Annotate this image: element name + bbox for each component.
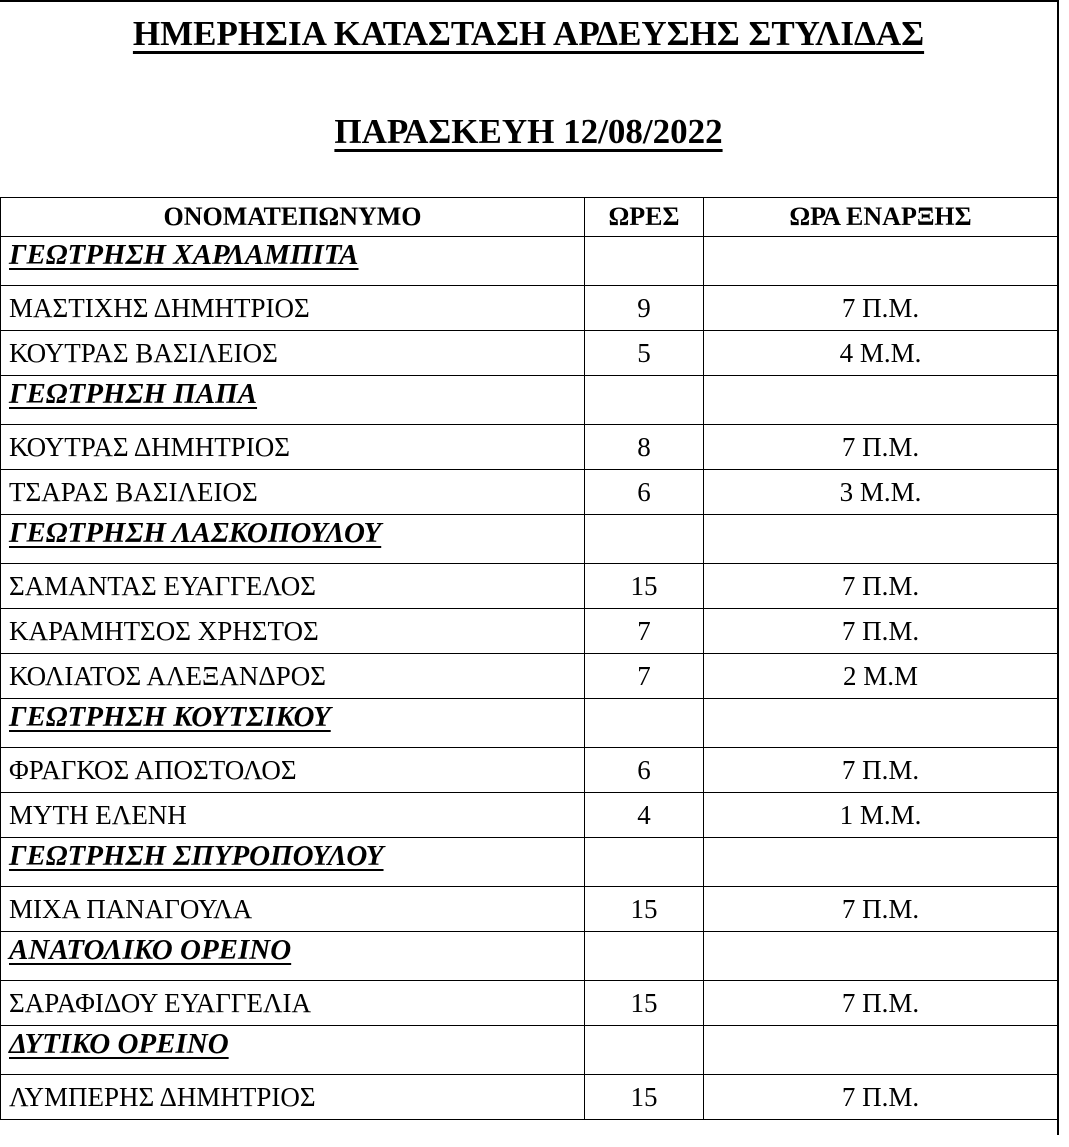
section-title: ΓΕΩΤΡΗΣΗ ΧΑΡΛΑΜΠΙΤΑ (1, 237, 585, 286)
table-row (1, 425, 1058, 470)
start-time-value: 7 Π.Μ. (704, 887, 1058, 932)
person-name: ΚΑΡΑΜΗΤΣΟΣ ΧΡΗΣΤΟΣ (1, 609, 585, 654)
start-time-value: 7 Π.Μ. (704, 1075, 1058, 1120)
page-title: ΗΜΕΡΗΣΙΑ ΚΑΤΑΣΤΑΣΗ ΑΡΔΕΥΣΗΣ ΣΤΥΛΙΔΑΣ (132, 14, 925, 53)
hours-value: 15 (585, 564, 704, 609)
table-row (1, 887, 1058, 932)
start-time-value: 7 Π.Μ. (704, 564, 1058, 609)
table-row (1, 793, 1058, 838)
irrigation-table (0, 197, 1058, 1120)
person-name: ΦΡΑΓΚΟΣ ΑΠΟΣΤΟΛΟΣ (1, 748, 585, 793)
section-title: ΑΝΑΤΟΛΙΚΟ ΟΡΕΙΝΟ (1, 932, 585, 981)
table-row (1, 609, 1058, 654)
person-name: ΜΥΤΗ ΕΛΕΝΗ (1, 793, 585, 838)
hours-value: 6 (585, 470, 704, 515)
table-row (1, 470, 1058, 515)
start-time-value: 7 Π.Μ. (704, 609, 1058, 654)
person-name: ΚΟΥΤΡΑΣ ΔΗΜΗΤΡΙΟΣ (1, 425, 585, 470)
person-name: ΜΙΧΑ ΠΑΝΑΓΟΥΛΑ (1, 887, 585, 932)
section-start-cell (704, 1026, 1058, 1075)
section-start-cell (704, 699, 1058, 748)
start-time-value: 7 Π.Μ. (704, 981, 1058, 1026)
table-row (1, 1075, 1058, 1120)
section-row (1, 932, 1058, 981)
person-name: ΛΥΜΠΕΡΗΣ ΔΗΜΗΤΡΙΟΣ (1, 1075, 585, 1120)
table-row (1, 654, 1058, 699)
person-name: ΣΑΡΑΦΙΔΟΥ ΕΥΑΓΓΕΛΙΑ (1, 981, 585, 1026)
hours-value: 5 (585, 331, 704, 376)
section-title: ΓΕΩΤΡΗΣΗ ΣΠΥΡΟΠΟΥΛΟΥ (1, 838, 585, 887)
hours-value: 4 (585, 793, 704, 838)
hours-value: 15 (585, 1075, 704, 1120)
hours-value: 15 (585, 887, 704, 932)
section-row (1, 515, 1058, 564)
page-date: ΠΑΡΑΣΚΕΥΗ 12/08/2022 (334, 112, 723, 151)
section-start-cell (704, 237, 1058, 286)
section-hours-cell (585, 1026, 704, 1075)
section-row (1, 237, 1058, 286)
section-title: ΔΥΤΙΚΟ ΟΡΕΙΝΟ (1, 1026, 585, 1075)
section-hours-cell (585, 237, 704, 286)
section-hours-cell (585, 515, 704, 564)
start-time-value: 2 Μ.Μ (704, 654, 1058, 699)
person-name: ΣΑΜΑΝΤΑΣ ΕΥΑΓΓΕΛΟΣ (1, 564, 585, 609)
table-body (1, 237, 1058, 1120)
start-time-value: 7 Π.Μ. (704, 425, 1058, 470)
hours-value: 8 (585, 425, 704, 470)
section-hours-cell (585, 699, 704, 748)
column-header-name: ΟΝΟΜΑΤΕΠΩΝΥΜΟ (1, 198, 585, 237)
person-name: ΚΟΛΙΑΤΟΣ ΑΛΕΞΑΝΔΡΟΣ (1, 654, 585, 699)
section-start-cell (704, 932, 1058, 981)
table-row (1, 331, 1058, 376)
table-header-row (1, 198, 1058, 237)
hours-value: 7 (585, 609, 704, 654)
section-hours-cell (585, 838, 704, 887)
section-title: ΓΕΩΤΡΗΣΗ ΠΑΠΑ (1, 376, 585, 425)
table-row (1, 564, 1058, 609)
person-name: ΚΟΥΤΡΑΣ ΒΑΣΙΛΕΙΟΣ (1, 331, 585, 376)
table-row (1, 286, 1058, 331)
start-time-value: 7 Π.Μ. (704, 748, 1058, 793)
section-start-cell (704, 838, 1058, 887)
column-header-start-time: ΩΡΑ ΕΝΑΡΞΗΣ (704, 198, 1058, 237)
start-time-value: 1 Μ.Μ. (704, 793, 1058, 838)
table-row (1, 748, 1058, 793)
table-row (1, 981, 1058, 1026)
start-time-value: 4 Μ.Μ. (704, 331, 1058, 376)
column-header-hours: ΩΡΕΣ (585, 198, 704, 237)
hours-value: 15 (585, 981, 704, 1026)
hours-value: 7 (585, 654, 704, 699)
section-start-cell (704, 515, 1058, 564)
section-title: ΓΕΩΤΡΗΣΗ ΚΟΥΤΣΙΚΟΥ (1, 699, 585, 748)
start-time-value: 3 Μ.Μ. (704, 470, 1058, 515)
section-row (1, 376, 1058, 425)
start-time-value: 7 Π.Μ. (704, 286, 1058, 331)
section-hours-cell (585, 376, 704, 425)
section-title: ΓΕΩΤΡΗΣΗ ΛΑΣΚΟΠΟΥΛΟΥ (1, 515, 585, 564)
hours-value: 9 (585, 286, 704, 331)
hours-value: 6 (585, 748, 704, 793)
section-hours-cell (585, 932, 704, 981)
section-row (1, 838, 1058, 887)
section-row (1, 1026, 1058, 1075)
person-name: ΜΑΣΤΙΧΗΣ ΔΗΜΗΤΡΙΟΣ (1, 286, 585, 331)
section-start-cell (704, 376, 1058, 425)
person-name: ΤΣΑΡΑΣ ΒΑΣΙΛΕΙΟΣ (1, 470, 585, 515)
section-row (1, 699, 1058, 748)
